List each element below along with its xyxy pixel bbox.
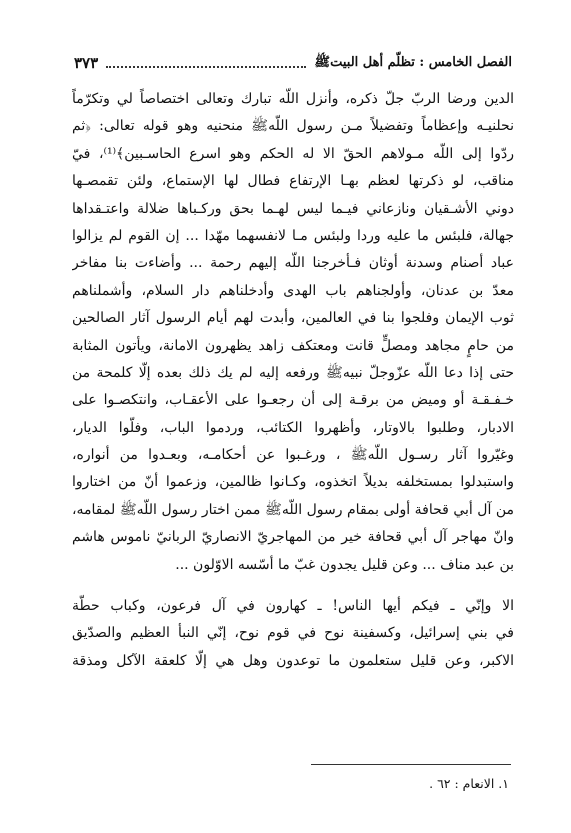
page-number: ٣٧٣ [74, 54, 99, 72]
body-text [72, 86, 514, 675]
text-line: دوني الأشـقيان ونازعاني فيـما ليس لهـما بحق وركـباها ضلالة واعتـقداها [72, 200, 514, 217]
text-line: واستبدلوا بمستخلفه بديلاً اتخذوه، وكـانوا ظالمين، وزعموا أنّ من اختاروا [72, 474, 514, 491]
text-line: وغيّروا آثار رسـول اللّهﷺ ، ورغـبوا عن أحكامـه، وبعـدوا من أنواره، [72, 447, 514, 464]
paragraph-gap [72, 579, 514, 593]
text-line: حتى إذا دعا اللّه عزّوجلّ نبيهﷺ ورفعه إليه لم يك ذلك بعده إلّا كلمحة من [72, 364, 514, 381]
text-line: من آل أبي قحافة أولى بمقام رسول اللّهﷺ ممن اختار رسول اللّهﷺ لمقامه، [72, 501, 514, 518]
text-line: من حامٍ مجاهد ومصلٍّ قانت ومعتكف زاهد يظهرون الامانة، ويأتون المثابة [72, 337, 514, 354]
text-line: عباد أصنام وسدنة أوثان فـأخرجنا اللّه إليهم رحمة ... وأضاءت بنا مفاخر [72, 255, 514, 272]
text-line: ردّوا إلى اللّه مـولاهم الحقّ الا له الحكم وهو اسرع الحاسـبين﴾⁽¹⁾، فيّ [72, 145, 514, 162]
text-line: الادبار، وطلبوا بالاوتار، وأظهروا الكتائب، وردموا الباب، وفلّوا الديار، [72, 419, 514, 436]
text-line: الاكبر، وعن قليل ستعلمون ما توعدون وهل هي إلّا كلعقة الآكل ومذقة [72, 652, 514, 669]
footnote: ١. الانعام : ٦٢ . [429, 776, 509, 791]
text-line: في بني إسرائيل، وكسفينة نوح في قوم نوح، إنّي النبأ العظيم والصدّيق [72, 625, 514, 642]
header-leader-dots [106, 66, 306, 68]
running-header [74, 50, 512, 76]
text-line: خـفـقـة أو وميض من برقـة إلى أن رجعـوا على الأعقـاب، وانتكصـوا على [72, 392, 514, 409]
text-line: نحلنيـه وإعظاماً وتفضيلاً مـن رسول اللّهﷺ منحنيه وهو قوله تعالى: ﴿ثم [72, 118, 514, 135]
chapter-title: الفصل الخامس : تظلّم أهل البيتﷺ [314, 54, 512, 70]
footnote-separator [311, 764, 511, 765]
text-line: معدّ بن عدنان، وأولجناهم باب الهدى وأدخلناهم دار السلام، وأشملناهم [72, 282, 514, 299]
text-line: ثوب الإيمان وفلجوا بنا في العالمين، وأبدت لهم أيام الرسول آثار الصالحين [72, 310, 514, 327]
text-line: وانّ مهاجر آل أبي قحافة خير من المهاجريّ الانصاريّ الربانيّ ناموس هاشم [72, 529, 514, 546]
text-line: بن عبد مناف ... وعن قليل يجدون غبّ ما أسّسه الاوّلون ... [175, 556, 514, 573]
text-line: الا وإنّي ـ فيكم أيها الناس! ـ كهارون في آل فرعون، وكباب حطّة [72, 598, 514, 615]
text-line: جهالة، فلبئس ما عليه وردا ولبئس مـا لانفسهما مهّدا ... إن القوم لم يزالوا [72, 227, 514, 244]
text-line: مناقب، لو ذكرتها لعظم بهـا الإرتفاع فطال لها الإستماع، ولئن تقمصـها [72, 173, 514, 190]
text-line: الدين ورضا الربّ جلّ ذكره، وأنزل اللّه تبارك وتعالى اختصاصاً لي وتكرّماً [72, 91, 514, 107]
